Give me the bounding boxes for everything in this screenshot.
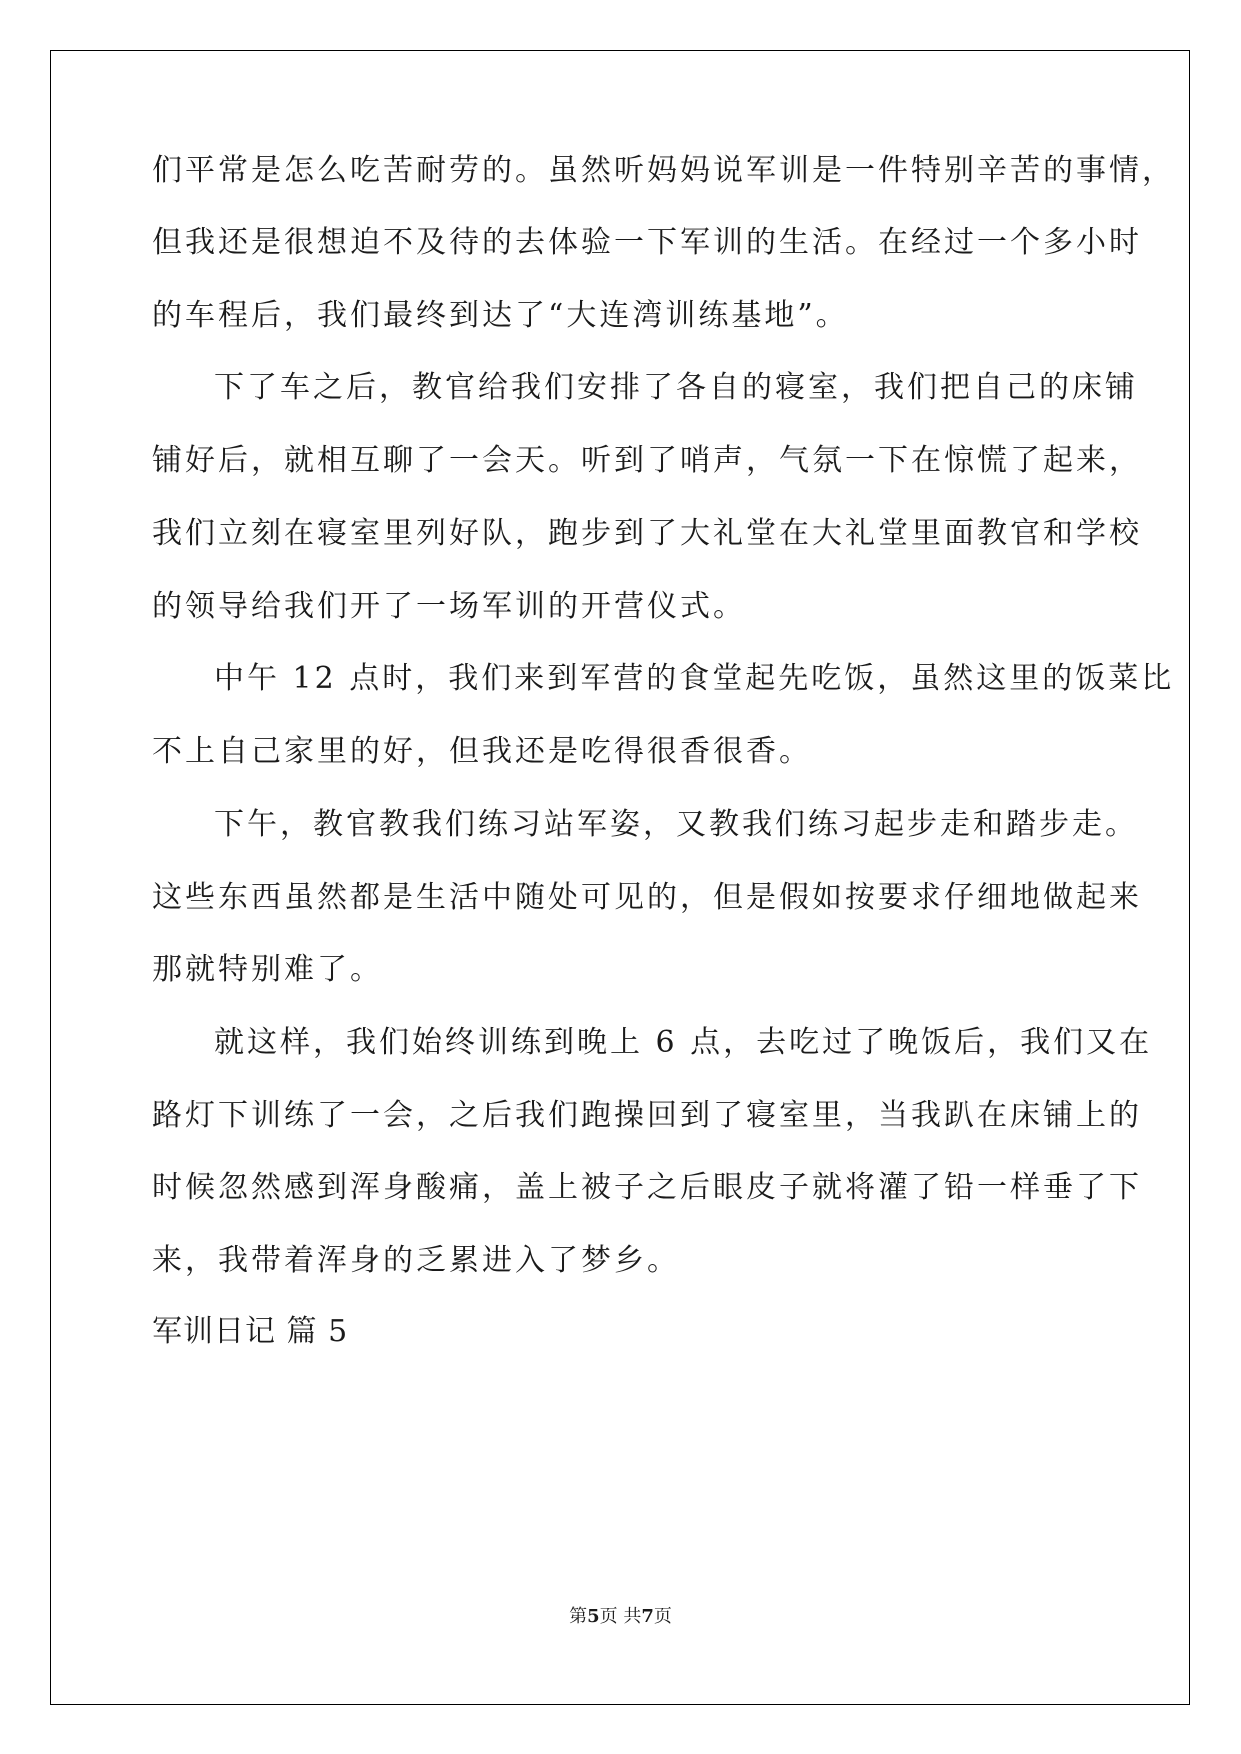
body-line: 路灯下训练了一会，之后我们跑操回到了寝室里，当我趴在床铺上的 bbox=[152, 1098, 1142, 1133]
body-line: 来，我带着浑身的乏累进入了梦乡。 bbox=[152, 1243, 680, 1278]
body-line: 们平常是怎么吃苦耐劳的。虽然听妈妈说军训是一件特别辛苦的事情， bbox=[152, 153, 1175, 188]
body-line: 的车程后，我们最终到达了“大连湾训练基地”。 bbox=[152, 298, 849, 333]
footer-prefix: 第 bbox=[569, 1606, 588, 1627]
section-title: 军训日记 篇 5 bbox=[152, 1314, 349, 1349]
footer-suffix: 页 bbox=[653, 1606, 672, 1627]
body-line: 下了车之后，教官给我们安排了各自的寝室，我们把自己的床铺 bbox=[214, 370, 1138, 405]
footer-middle: 页 共 bbox=[599, 1606, 642, 1627]
body-line: 就这样，我们始终训练到晚上 6 点，去吃过了晚饭后，我们又在 bbox=[214, 1025, 1153, 1060]
footer-page-number: 5 bbox=[587, 1606, 600, 1627]
body-line: 的领导给我们开了一场军训的开营仪式。 bbox=[152, 589, 746, 624]
footer-total-pages: 7 bbox=[641, 1606, 654, 1627]
body-line: 中午 12 点时，我们来到军营的食堂起先吃饭，虽然这里的饭菜比 bbox=[214, 661, 1175, 696]
page-footer bbox=[0, 1605, 1241, 1629]
body-line: 不上自己家里的好，但我还是吃得很香很香。 bbox=[152, 734, 812, 769]
body-line: 但我还是很想迫不及待的去体验一下军训的生活。在经过一个多小时 bbox=[152, 225, 1142, 260]
body-line: 那就特别难了。 bbox=[152, 952, 383, 987]
body-line: 这些东西虽然都是生活中随处可见的，但是假如按要求仔细地做起来 bbox=[152, 880, 1142, 915]
body-line: 我们立刻在寝室里列好队，跑步到了大礼堂在大礼堂里面教官和学校 bbox=[152, 516, 1142, 551]
body-line: 铺好后，就相互聊了一会天。听到了哨声，气氛一下在惊慌了起来， bbox=[152, 443, 1142, 478]
body-line: 下午，教官教我们练习站军姿，又教我们练习起步走和踏步走。 bbox=[214, 807, 1138, 842]
body-line: 时候忽然感到浑身酸痛，盖上被子之后眼皮子就将灌了铅一样垂了下 bbox=[152, 1170, 1142, 1205]
